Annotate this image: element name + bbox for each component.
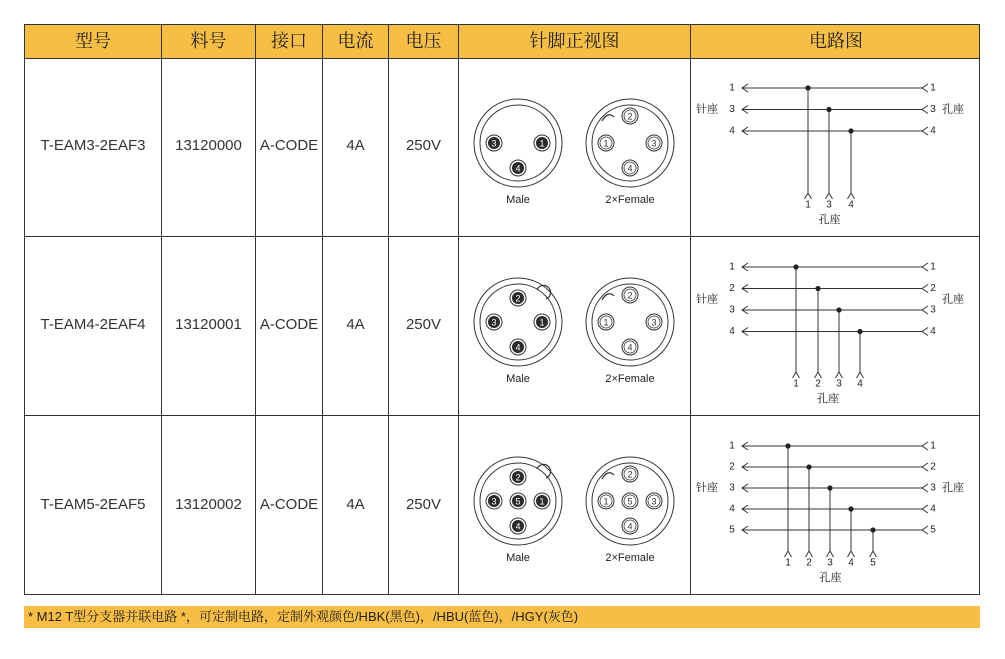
female-label: 2×Female	[605, 194, 655, 206]
wire-end-arrow	[870, 551, 877, 557]
cell-current: 4A	[346, 316, 365, 333]
cell-current: 4A	[346, 496, 365, 513]
circuit-right-number: 3	[930, 482, 936, 494]
cell-interface: A-CODE	[259, 316, 319, 333]
header-circuit: 电路图	[809, 31, 863, 51]
circuit-right-number: 1	[930, 440, 936, 452]
junction-dot	[836, 307, 841, 312]
circuit-bottom-number: 2	[815, 378, 821, 390]
circuit-right-label: 孔座	[942, 293, 964, 306]
wire-end-arrow	[922, 442, 928, 450]
wire-end-arrow	[922, 127, 928, 135]
circuit-right-number: 3	[930, 304, 936, 316]
female-connector	[586, 99, 674, 206]
wire-end-arrow	[922, 505, 928, 513]
wire-end-arrow	[922, 463, 928, 471]
junction-dot	[848, 128, 853, 133]
junction-dot	[848, 506, 853, 511]
header-voltage: 电压	[405, 31, 442, 51]
circuit-left-number: 3	[729, 304, 735, 316]
footnote-bar	[24, 606, 980, 628]
circuit-right-number: 5	[930, 524, 936, 536]
wire-end-arrow	[857, 372, 864, 378]
pin-number: 5	[515, 496, 521, 507]
circuit-right-number: 1	[930, 82, 936, 94]
pin-number: 1	[539, 138, 545, 149]
header-interface: 接口	[271, 31, 307, 51]
circuit-left-label: 针座	[696, 293, 718, 306]
male-connector	[474, 278, 562, 385]
male-label: Male	[506, 194, 530, 206]
circuit-right-number: 3	[930, 104, 936, 115]
wire-end-arrow	[827, 551, 834, 557]
pin-number: 2	[515, 472, 521, 483]
circuit-right-number: 4	[930, 125, 936, 137]
wire-end-arrow	[922, 84, 928, 92]
circuit-left-number: 1	[729, 82, 735, 94]
wire-end-arrow	[922, 106, 928, 114]
wire-end-arrow	[805, 193, 812, 199]
circuit-left-number: 3	[729, 104, 735, 115]
pin-number: 4	[627, 521, 633, 532]
circuit-left-label: 针座	[696, 103, 718, 116]
pin-number: 2	[515, 293, 521, 304]
male-connector	[474, 457, 562, 564]
circuit-left-number: 4	[729, 125, 735, 137]
circuit-bottom-number: 1	[785, 557, 791, 569]
circuit-bottom-number: 3	[836, 378, 842, 390]
pin-number: 3	[491, 317, 497, 328]
junction-dot	[806, 464, 811, 469]
circuit-diagram	[696, 83, 964, 227]
wire-end-arrow	[848, 193, 855, 199]
circuit-left-number: 2	[729, 283, 735, 294]
pin-number: 5	[627, 496, 633, 507]
circuit-left-number: 1	[729, 261, 735, 273]
junction-dot	[785, 443, 790, 448]
circuit-left-number: 5	[729, 524, 735, 536]
pin-number: 2	[627, 111, 633, 122]
pin-number: 4	[627, 342, 633, 353]
pin-number: 3	[491, 496, 497, 507]
circuit-right-number: 2	[930, 283, 936, 294]
junction-dot	[857, 329, 862, 334]
cell-part: 13120000	[175, 137, 242, 154]
pin-number: 4	[515, 342, 521, 353]
circuit-bottom-number: 4	[848, 199, 854, 211]
circuit-left-number: 1	[729, 440, 735, 452]
cell-current: 4A	[346, 137, 365, 154]
header-current: 电流	[337, 31, 374, 51]
circuit-right-number: 1	[930, 261, 936, 273]
cell-model: T-EAM5-2EAF5	[40, 496, 146, 513]
cell-voltage: 250V	[405, 137, 442, 154]
footnote-text: * M12 T型分支器并联电路 *，可定制电路，定制外观颜色/HBK(黑色)，/HBU(蓝色)，/HGY(灰色)	[28, 609, 579, 624]
pin-number: 3	[651, 496, 657, 507]
wire-end-arrow	[826, 193, 833, 199]
pin-number: 2	[627, 469, 633, 480]
pin-number: 4	[515, 521, 521, 532]
circuit-bottom-number: 5	[870, 557, 876, 569]
pin-number: 3	[651, 317, 657, 328]
male-label: Male	[506, 552, 530, 564]
circuit-left-number: 4	[729, 503, 735, 515]
circuit-bottom-number: 1	[805, 199, 811, 211]
header-pin-view: 针脚正视图	[529, 31, 620, 51]
pin-number: 4	[627, 163, 633, 174]
wire-end-arrow	[793, 372, 800, 378]
circuit-right-label: 孔座	[942, 103, 964, 116]
pin-number: 1	[603, 496, 609, 507]
pin-number: 3	[491, 138, 497, 149]
pin-number: 1	[603, 317, 609, 328]
cell-voltage: 250V	[405, 496, 442, 513]
wire-end-arrow	[922, 285, 928, 293]
cell-part: 13120001	[175, 316, 242, 333]
wire-end-arrow	[922, 263, 928, 271]
cell-part: 13120002	[175, 496, 242, 513]
pin-number: 3	[651, 138, 657, 149]
junction-dot	[805, 85, 810, 90]
wire-end-arrow	[922, 306, 928, 314]
wire-end-arrow	[836, 372, 843, 378]
circuit-bottom-number: 3	[826, 199, 832, 211]
circuit-right-label: 孔座	[942, 482, 964, 494]
wire-end-arrow	[922, 526, 928, 534]
wire-end-arrow	[922, 484, 928, 492]
male-connector	[474, 99, 562, 206]
wire-end-arrow	[815, 372, 822, 378]
pin-number: 2	[627, 290, 633, 301]
junction-dot	[870, 527, 875, 532]
junction-dot	[815, 286, 820, 291]
wire-end-arrow	[806, 551, 813, 557]
cell-model: T-EAM4-2EAF4	[40, 316, 146, 333]
circuit-right-number: 2	[930, 461, 936, 473]
circuit-bottom-number: 1	[793, 378, 799, 390]
circuit-left-label: 针座	[696, 482, 718, 494]
wire-end-arrow	[922, 328, 928, 336]
circuit-left-number: 4	[729, 326, 735, 337]
junction-dot	[827, 485, 832, 490]
junction-dot	[826, 107, 831, 112]
female-label: 2×Female	[605, 552, 655, 564]
cell-voltage: 250V	[405, 316, 442, 333]
pin-number: 4	[515, 163, 521, 174]
pin-number: 1	[603, 138, 609, 149]
circuit-right-number: 4	[930, 326, 936, 337]
male-label: Male	[506, 373, 530, 385]
female-label: 2×Female	[605, 373, 655, 385]
wire-end-arrow	[785, 551, 792, 557]
junction-dot	[793, 264, 798, 269]
pin-number: 1	[539, 496, 545, 507]
female-connector	[586, 457, 674, 564]
cell-interface: A-CODE	[259, 496, 319, 513]
cell-model: T-EAM3-2EAF3	[40, 137, 146, 154]
circuit-bottom-label: 孔座	[819, 572, 842, 584]
circuit-bottom-label: 孔座	[818, 214, 841, 226]
circuit-bottom-label: 孔座	[817, 393, 839, 405]
circuit-diagram	[696, 441, 964, 585]
circuit-left-number: 3	[729, 482, 735, 494]
circuit-bottom-number: 4	[848, 557, 854, 569]
circuit-diagram	[696, 262, 964, 406]
circuit-left-number: 2	[729, 461, 735, 473]
pin-number: 1	[539, 317, 545, 328]
circuit-bottom-number: 4	[857, 378, 863, 390]
header-part: 料号	[190, 31, 227, 51]
cell-interface: A-CODE	[259, 137, 319, 154]
wire-end-arrow	[848, 551, 855, 557]
circuit-bottom-number: 2	[806, 557, 812, 569]
header-model: 型号	[75, 31, 111, 51]
circuit-right-number: 4	[930, 503, 936, 515]
female-connector	[586, 278, 674, 385]
circuit-bottom-number: 3	[827, 557, 833, 569]
